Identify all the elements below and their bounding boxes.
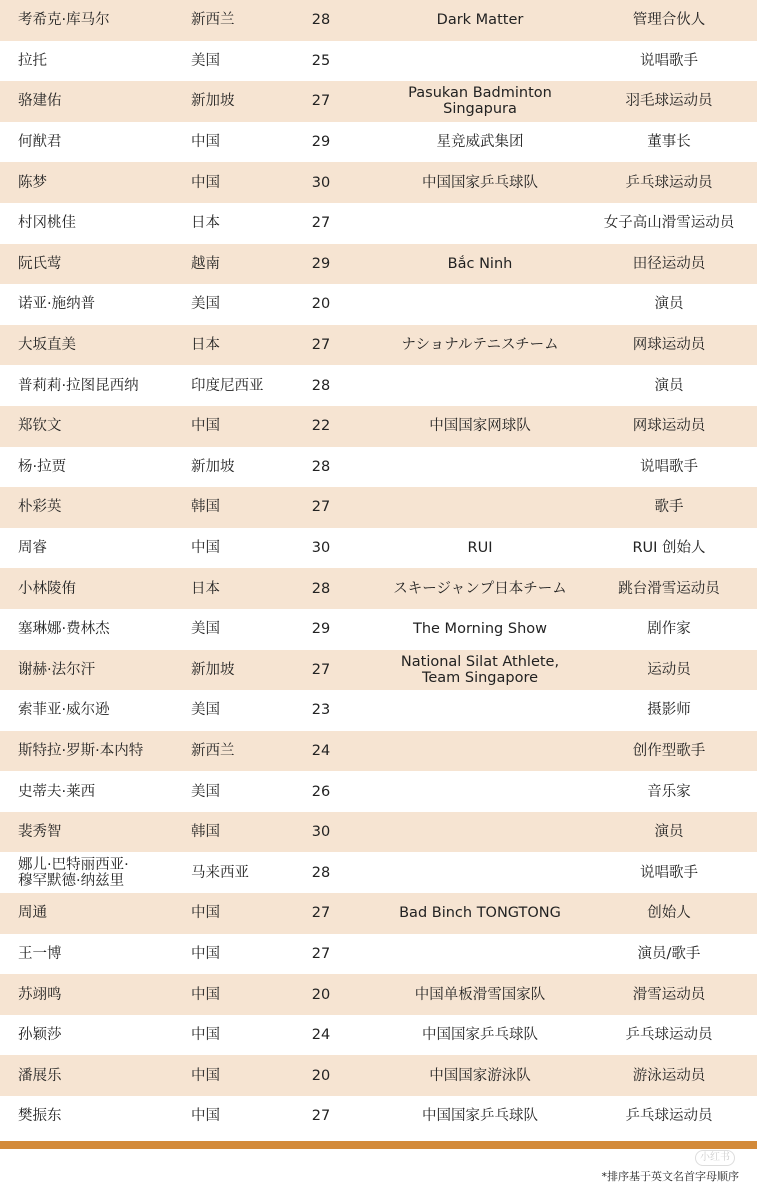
organization-cell: 中国国家乒乓球队	[422, 1108, 538, 1125]
country-cell: 新加坡	[191, 458, 235, 475]
role-cell: 歌手	[654, 499, 684, 516]
age-cell: 20	[311, 986, 331, 1003]
table-row	[0, 609, 757, 650]
country-cell: 新加坡	[191, 93, 235, 110]
organization-cell	[374, 852, 586, 893]
person-name: 斯特拉·罗斯·本内特	[18, 742, 144, 759]
age-cell: 30	[311, 174, 331, 191]
role-cell: 说唱歌手	[640, 864, 698, 881]
country-cell: 美国	[191, 783, 220, 800]
country-cell: 新西兰	[191, 12, 235, 29]
role-cell: 创始人	[647, 905, 691, 922]
country-cell: 新加坡	[191, 661, 235, 678]
country-cell: 美国	[191, 52, 220, 69]
organization-cell	[374, 731, 586, 772]
table-row	[0, 203, 757, 244]
organization-cell: 中国国家乒乓球队	[422, 1027, 538, 1044]
organization-cell	[374, 487, 586, 528]
role-cell: 说唱歌手	[640, 52, 698, 69]
person-name: 谢赫·法尔汗	[18, 661, 96, 678]
table-row	[0, 812, 757, 853]
organization-cell: Dark Matter	[436, 12, 524, 29]
table-row	[0, 0, 757, 41]
table-row	[0, 731, 757, 772]
person-name: 考希克·库马尔	[18, 12, 110, 29]
table-row	[0, 893, 757, 934]
organization-cell	[374, 41, 586, 82]
organization-cell: 星竞威武集团	[436, 134, 524, 151]
age-cell: 27	[311, 93, 331, 110]
table-row	[0, 690, 757, 731]
age-cell: 23	[311, 702, 331, 719]
age-cell: 28	[311, 580, 331, 597]
age-cell: 20	[311, 1067, 331, 1084]
table-row	[0, 771, 757, 812]
table-row	[0, 934, 757, 975]
role-cell: 演员	[654, 824, 684, 841]
role-cell: 剧作家	[647, 621, 691, 638]
age-cell: 28	[311, 458, 331, 475]
role-cell: 羽毛球运动员	[625, 93, 713, 110]
organization-cell	[374, 203, 586, 244]
table-row	[0, 1096, 757, 1137]
table-row	[0, 162, 757, 203]
country-cell: 马来西亚	[191, 864, 249, 881]
person-name: 孙颖莎	[18, 1027, 62, 1044]
age-cell: 29	[311, 134, 331, 151]
organization-cell	[374, 284, 586, 325]
table-row	[0, 528, 757, 569]
table-row	[0, 974, 757, 1015]
role-cell: 女子高山滑雪运动员	[603, 215, 735, 232]
country-cell: 越南	[191, 255, 220, 272]
table-row	[0, 244, 757, 285]
person-name: 史蒂夫·莱西	[18, 783, 96, 800]
organization-cell	[374, 690, 586, 731]
age-cell: 24	[311, 742, 331, 759]
organization-cell: 中国国家乒乓球队	[422, 174, 538, 191]
organization-cell	[374, 771, 586, 812]
person-name: 索菲亚·威尔逊	[18, 702, 110, 719]
organization-cell	[374, 812, 586, 853]
role-cell: 管理合伙人	[632, 12, 706, 29]
role-cell: 演员	[654, 377, 684, 394]
age-cell: 27	[311, 499, 331, 516]
age-cell: 24	[311, 1027, 331, 1044]
age-cell: 28	[311, 864, 331, 881]
watermark-logo: 小红书	[695, 1150, 735, 1166]
organization-cell	[374, 365, 586, 406]
person-name: 何猷君	[18, 134, 62, 151]
country-cell: 中国	[191, 945, 220, 962]
role-cell: 游泳运动员	[632, 1067, 706, 1084]
role-cell: 乒乓球运动员	[625, 1108, 713, 1125]
table-row	[0, 284, 757, 325]
table-row	[0, 122, 757, 163]
organization-cell: Bắc Ninh	[447, 255, 513, 272]
age-cell: 28	[311, 377, 331, 394]
table-row	[0, 650, 757, 691]
age-cell: 27	[311, 661, 331, 678]
organization-cell	[374, 447, 586, 488]
country-cell: 美国	[191, 621, 220, 638]
role-cell: 乒乓球运动员	[625, 1027, 713, 1044]
organization-cell: National Silat Athlete, Team Singapore	[400, 653, 560, 686]
country-cell: 日本	[191, 337, 220, 354]
role-cell: 说唱歌手	[640, 458, 698, 475]
person-name: 村冈桃佳	[18, 215, 76, 232]
age-cell: 20	[311, 296, 331, 313]
age-cell: 29	[311, 255, 331, 272]
person-name: 周睿	[18, 540, 47, 557]
person-name: 王一博	[18, 945, 62, 962]
organization-cell: 中国单板滑雪国家队	[414, 986, 546, 1003]
person-name: 潘展乐	[18, 1067, 62, 1084]
person-name: 郑钦文	[18, 418, 62, 435]
person-name: 苏翊鸣	[18, 986, 62, 1003]
age-cell: 28	[311, 12, 331, 29]
person-name: 小林陵侑	[18, 580, 76, 597]
country-cell: 中国	[191, 905, 220, 922]
country-cell: 中国	[191, 1108, 220, 1125]
age-cell: 27	[311, 945, 331, 962]
country-cell: 中国	[191, 418, 220, 435]
country-cell: 美国	[191, 702, 220, 719]
organization-cell	[374, 934, 586, 975]
table-row	[0, 81, 757, 122]
role-cell: 演员/歌手	[637, 945, 701, 962]
country-cell: 中国	[191, 1027, 220, 1044]
person-name: 娜儿·巴特丽西亚· 穆罕默德·纳兹里	[18, 856, 129, 889]
country-cell: 中国	[191, 986, 220, 1003]
organization-cell: スキージャンプ日本チーム	[393, 580, 567, 597]
table-row	[0, 852, 757, 893]
role-cell: 演员	[654, 296, 684, 313]
person-name: 骆建佑	[18, 93, 62, 110]
person-name: 樊振东	[18, 1108, 62, 1125]
country-cell: 韩国	[191, 824, 220, 841]
role-cell: 乒乓球运动员	[625, 174, 713, 191]
age-cell: 27	[311, 1108, 331, 1125]
age-cell: 29	[311, 621, 331, 638]
age-cell: 26	[311, 783, 331, 800]
person-name: 阮氏莺	[18, 255, 62, 272]
organization-cell: Pasukan Badminton Singapura	[408, 85, 552, 118]
table-row	[0, 568, 757, 609]
role-cell: 摄影师	[647, 702, 691, 719]
country-cell: 中国	[191, 540, 220, 557]
table-row	[0, 406, 757, 447]
table-row	[0, 447, 757, 488]
table-row	[0, 487, 757, 528]
age-cell: 27	[311, 215, 331, 232]
role-cell: 运动员	[647, 661, 691, 678]
role-cell: 音乐家	[647, 783, 691, 800]
organization-cell: 中国国家游泳队	[429, 1067, 531, 1084]
country-cell: 中国	[191, 174, 220, 191]
role-cell: 创作型歌手	[632, 742, 706, 759]
organization-cell: Bad Binch TONGTONG	[399, 905, 561, 922]
role-cell: RUI 创始人	[632, 540, 706, 557]
table-row	[0, 325, 757, 366]
age-cell: 22	[311, 418, 331, 435]
role-cell: 滑雪运动员	[632, 986, 706, 1003]
age-cell: 27	[311, 905, 331, 922]
person-name: 陈梦	[18, 174, 47, 191]
person-name: 普莉莉·拉图昆西纳	[18, 377, 139, 394]
person-name: 拉托	[18, 52, 47, 69]
table-row	[0, 365, 757, 406]
country-cell: 韩国	[191, 499, 220, 516]
person-name: 裴秀智	[18, 824, 62, 841]
country-cell: 新西兰	[191, 742, 235, 759]
table-row	[0, 1055, 757, 1096]
person-name: 杨·拉贾	[18, 458, 67, 475]
country-cell: 日本	[191, 580, 220, 597]
age-cell: 30	[311, 824, 331, 841]
age-cell: 27	[311, 337, 331, 354]
organization-cell: 中国国家网球队	[429, 418, 531, 435]
person-name: 周通	[18, 905, 47, 922]
age-cell: 25	[311, 52, 331, 69]
person-name: 朴彩英	[18, 499, 62, 516]
country-cell: 中国	[191, 134, 220, 151]
organization-cell: ナショナルテニスチーム	[401, 337, 559, 354]
role-cell: 网球运动员	[632, 418, 706, 435]
bottom-accent-bar	[0, 1141, 757, 1149]
country-cell: 美国	[191, 296, 220, 313]
role-cell: 网球运动员	[632, 337, 706, 354]
organization-cell: The Morning Show	[412, 621, 547, 638]
role-cell: 董事长	[647, 134, 691, 151]
country-cell: 日本	[191, 215, 220, 232]
person-name: 诺亚·施纳普	[18, 296, 96, 313]
country-cell: 中国	[191, 1067, 220, 1084]
table-row	[0, 1015, 757, 1056]
age-cell: 30	[311, 540, 331, 557]
role-cell: 田径运动员	[632, 255, 706, 272]
person-name: 大坂直美	[18, 337, 76, 354]
table-row	[0, 41, 757, 82]
role-cell: 跳台滑雪运动员	[618, 580, 720, 597]
organization-cell: RUI	[467, 540, 493, 557]
country-cell: 印度尼西亚	[191, 377, 264, 394]
footnote: *排序基于英文名首字母顺序	[601, 1170, 739, 1183]
person-name: 塞琳娜·费林杰	[18, 621, 110, 638]
